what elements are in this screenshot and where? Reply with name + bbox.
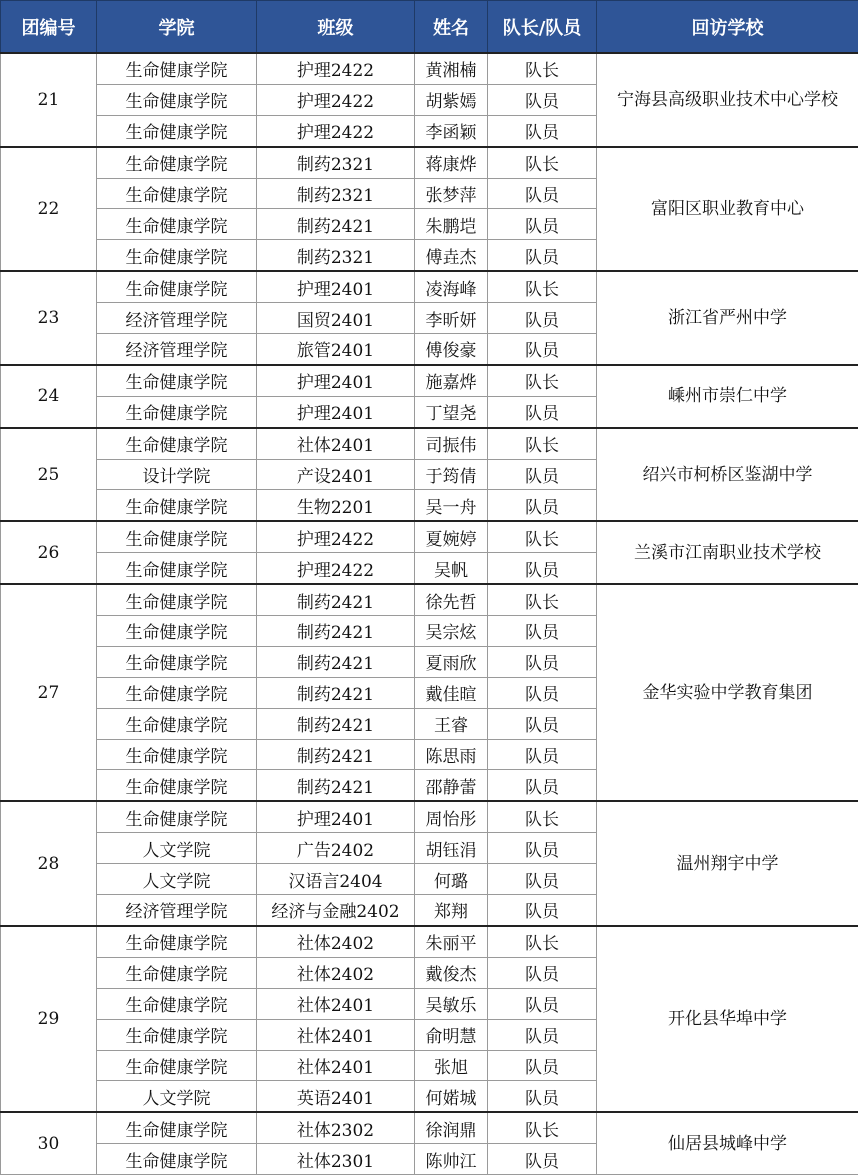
class-cell: 护理2422 [257,521,415,552]
role-cell: 队员 [488,616,597,647]
college-cell: 生命健康学院 [97,988,257,1019]
class-cell: 产设2401 [257,459,415,490]
name-cell: 施嘉烨 [415,365,488,396]
table-row [1,801,858,832]
visit-school-cell: 温州翔宇中学 [597,801,858,926]
class-cell: 护理2422 [257,84,415,115]
college-cell: 生命健康学院 [97,521,257,552]
name-cell: 王睿 [415,708,488,739]
header-class: 班级 [257,1,415,54]
role-cell: 队员 [488,957,597,988]
class-cell: 社体2301 [257,1144,415,1175]
group-id-cell: 29 [1,926,97,1112]
name-cell: 傅俊豪 [415,334,488,365]
group-id-cell: 24 [1,365,97,428]
class-cell: 护理2422 [257,53,415,84]
group-id-cell: 25 [1,428,97,522]
role-cell: 队员 [488,84,597,115]
college-cell: 生命健康学院 [97,739,257,770]
role-cell: 队长 [488,1112,597,1143]
visit-school-cell: 宁海县高级职业技术中心学校 [597,53,858,147]
college-cell: 设计学院 [97,459,257,490]
class-cell: 制药2421 [257,209,415,240]
class-cell: 制药2421 [257,616,415,647]
role-cell: 队员 [488,833,597,864]
table-row [1,584,858,615]
class-cell: 制药2421 [257,677,415,708]
name-cell: 吴一舟 [415,490,488,521]
table-row [1,271,858,302]
college-cell: 生命健康学院 [97,926,257,957]
name-cell: 蒋康烨 [415,147,488,178]
class-cell: 护理2401 [257,271,415,302]
class-cell: 社体2401 [257,1019,415,1050]
class-cell: 护理2401 [257,396,415,427]
group-id-cell: 30 [1,1112,97,1174]
college-cell: 生命健康学院 [97,1050,257,1081]
group-id-cell: 27 [1,584,97,801]
role-cell: 队员 [488,895,597,926]
class-cell: 制药2421 [257,770,415,801]
visit-school-cell: 嵊州市崇仁中学 [597,365,858,428]
college-cell: 人文学院 [97,1081,257,1112]
group-id-cell: 21 [1,53,97,147]
name-cell: 司振伟 [415,428,488,459]
college-cell: 人文学院 [97,833,257,864]
college-cell: 生命健康学院 [97,1112,257,1143]
college-cell: 生命健康学院 [97,553,257,584]
name-cell: 吴宗炫 [415,616,488,647]
class-cell: 国贸2401 [257,303,415,334]
college-cell: 经济管理学院 [97,303,257,334]
role-cell: 队员 [488,396,597,427]
name-cell: 邵静蕾 [415,770,488,801]
class-cell: 社体2401 [257,428,415,459]
class-cell: 护理2401 [257,801,415,832]
college-cell: 生命健康学院 [97,209,257,240]
college-cell: 经济管理学院 [97,895,257,926]
name-cell: 丁望尧 [415,396,488,427]
table-row [1,365,858,396]
role-cell: 队员 [488,739,597,770]
name-cell: 陈思雨 [415,739,488,770]
name-cell: 俞明慧 [415,1019,488,1050]
college-cell: 生命健康学院 [97,178,257,209]
name-cell: 夏婉婷 [415,521,488,552]
class-cell: 制药2421 [257,646,415,677]
role-cell: 队长 [488,926,597,957]
college-cell: 生命健康学院 [97,271,257,302]
visit-school-cell: 仙居县城峰中学 [597,1112,858,1174]
role-cell: 队长 [488,584,597,615]
college-cell: 生命健康学院 [97,801,257,832]
name-cell: 周怡彤 [415,801,488,832]
roster-body [1,53,858,1175]
college-cell: 生命健康学院 [97,84,257,115]
table-row [1,53,858,84]
table-row [1,428,858,459]
visit-school-cell: 绍兴市柯桥区鉴湖中学 [597,428,858,522]
college-cell: 生命健康学院 [97,957,257,988]
name-cell: 张旭 [415,1050,488,1081]
role-cell: 队长 [488,271,597,302]
header-group-id: 团编号 [1,1,97,54]
college-cell: 生命健康学院 [97,1144,257,1175]
name-cell: 吴帆 [415,553,488,584]
class-cell: 护理2422 [257,115,415,146]
name-cell: 徐先哲 [415,584,488,615]
name-cell: 李函颖 [415,115,488,146]
role-cell: 队长 [488,801,597,832]
college-cell: 生命健康学院 [97,1019,257,1050]
name-cell: 徐润鼎 [415,1112,488,1143]
college-cell: 生命健康学院 [97,240,257,271]
name-cell: 何璐 [415,864,488,895]
role-cell: 队员 [488,490,597,521]
name-cell: 黄湘楠 [415,53,488,84]
visit-school-cell: 兰溪市江南职业技术学校 [597,521,858,584]
college-cell: 生命健康学院 [97,396,257,427]
class-cell: 制药2321 [257,178,415,209]
college-cell: 生命健康学院 [97,677,257,708]
name-cell: 郑翔 [415,895,488,926]
name-cell: 吴敏乐 [415,988,488,1019]
college-cell: 生命健康学院 [97,365,257,396]
class-cell: 生物2201 [257,490,415,521]
role-cell: 队员 [488,209,597,240]
class-cell: 制药2421 [257,584,415,615]
visit-school-cell: 浙江省严州中学 [597,271,858,365]
college-cell: 生命健康学院 [97,770,257,801]
header-role: 队长/队员 [488,1,597,54]
role-cell: 队员 [488,303,597,334]
header-visit-school: 回访学校 [597,1,858,54]
college-cell: 生命健康学院 [97,708,257,739]
role-cell: 队长 [488,521,597,552]
class-cell: 社体2402 [257,926,415,957]
visit-school-cell: 开化县华埠中学 [597,926,858,1112]
header-name: 姓名 [415,1,488,54]
header-row [1,1,858,54]
role-cell: 队员 [488,646,597,677]
class-cell: 英语2401 [257,1081,415,1112]
role-cell: 队员 [488,677,597,708]
role-cell: 队长 [488,147,597,178]
college-cell: 生命健康学院 [97,428,257,459]
class-cell: 制药2321 [257,147,415,178]
role-cell: 队长 [488,365,597,396]
role-cell: 队长 [488,53,597,84]
college-cell: 生命健康学院 [97,490,257,521]
table-row [1,521,858,552]
college-cell: 生命健康学院 [97,584,257,615]
class-cell: 广告2402 [257,833,415,864]
college-cell: 生命健康学院 [97,147,257,178]
name-cell: 张梦萍 [415,178,488,209]
role-cell: 队员 [488,240,597,271]
name-cell: 胡紫嫣 [415,84,488,115]
table-row [1,1112,858,1143]
college-cell: 生命健康学院 [97,616,257,647]
name-cell: 陈帅江 [415,1144,488,1175]
class-cell: 社体2401 [257,988,415,1019]
name-cell: 夏雨欣 [415,646,488,677]
role-cell: 队员 [488,178,597,209]
table-row [1,926,858,957]
role-cell: 队员 [488,1144,597,1175]
college-cell: 生命健康学院 [97,53,257,84]
visit-school-cell: 金华实验中学教育集团 [597,584,858,801]
role-cell: 队员 [488,864,597,895]
name-cell: 胡钰涓 [415,833,488,864]
role-cell: 队员 [488,459,597,490]
group-id-cell: 22 [1,147,97,272]
name-cell: 于筠倩 [415,459,488,490]
class-cell: 汉语言2404 [257,864,415,895]
header-college: 学院 [97,1,257,54]
role-cell: 队员 [488,1019,597,1050]
class-cell: 社体2401 [257,1050,415,1081]
college-cell: 经济管理学院 [97,334,257,365]
class-cell: 护理2422 [257,553,415,584]
role-cell: 队员 [488,334,597,365]
role-cell: 队员 [488,770,597,801]
class-cell: 制药2421 [257,708,415,739]
class-cell: 社体2302 [257,1112,415,1143]
name-cell: 戴佳暄 [415,677,488,708]
role-cell: 队员 [488,988,597,1019]
class-cell: 旅管2401 [257,334,415,365]
class-cell: 社体2402 [257,957,415,988]
name-cell: 李昕妍 [415,303,488,334]
name-cell: 凌海峰 [415,271,488,302]
college-cell: 人文学院 [97,864,257,895]
role-cell: 队员 [488,1050,597,1081]
group-id-cell: 23 [1,271,97,365]
visit-school-cell: 富阳区职业教育中心 [597,147,858,272]
class-cell: 经济与金融2402 [257,895,415,926]
role-cell: 队员 [488,708,597,739]
role-cell: 队长 [488,428,597,459]
name-cell: 傅垚杰 [415,240,488,271]
role-cell: 队员 [488,115,597,146]
college-cell: 生命健康学院 [97,115,257,146]
name-cell: 戴俊杰 [415,957,488,988]
role-cell: 队员 [488,1081,597,1112]
class-cell: 制药2321 [257,240,415,271]
group-id-cell: 26 [1,521,97,584]
group-id-cell: 28 [1,801,97,926]
role-cell: 队员 [488,553,597,584]
name-cell: 朱丽平 [415,926,488,957]
class-cell: 制药2421 [257,739,415,770]
name-cell: 朱鹏垲 [415,209,488,240]
name-cell: 何婼城 [415,1081,488,1112]
college-cell: 生命健康学院 [97,646,257,677]
class-cell: 护理2401 [257,365,415,396]
table-row [1,147,858,178]
